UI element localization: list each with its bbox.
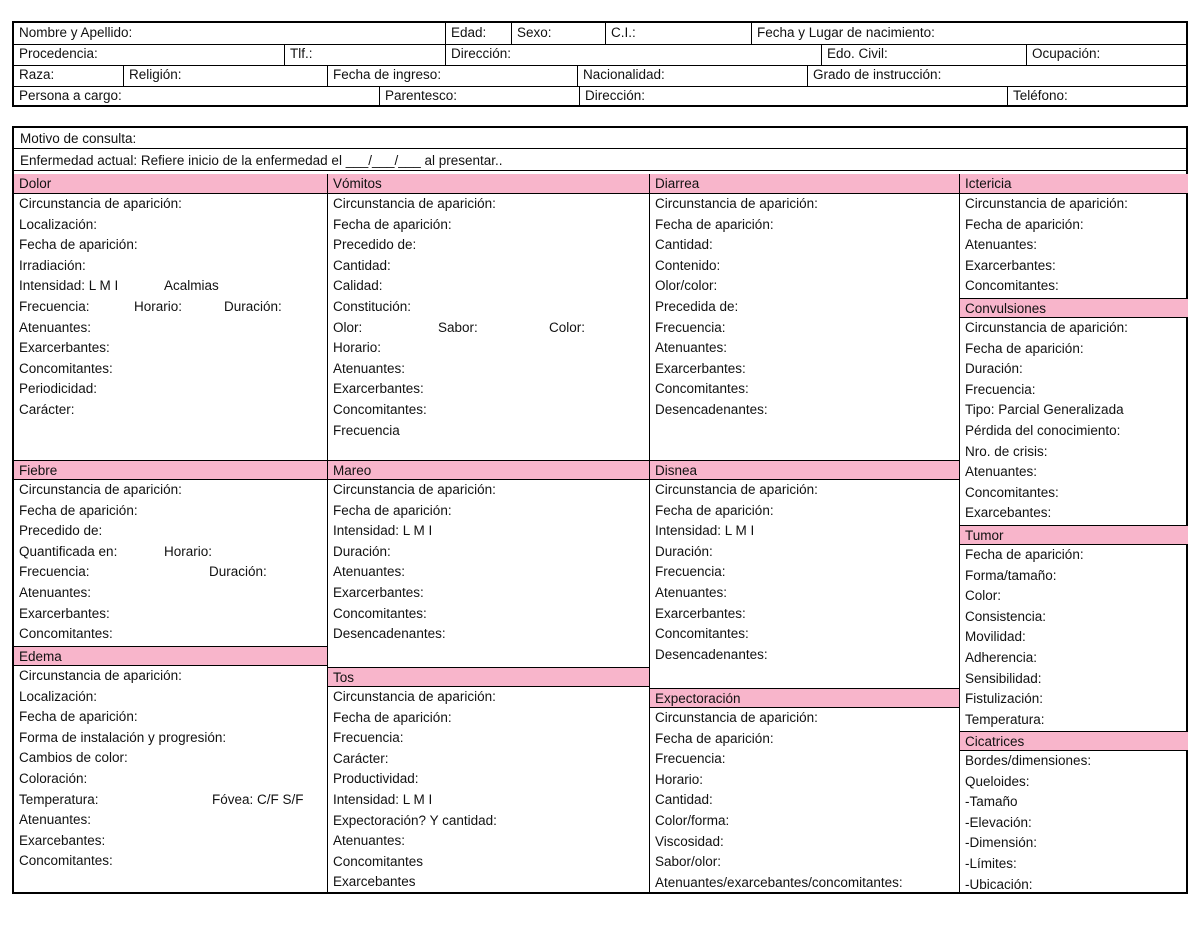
tumor-item[interactable]: Consistencia: — [965, 608, 1047, 624]
edema-item[interactable]: Localización: — [19, 688, 98, 704]
tos-item[interactable]: Circunstancia de aparición: — [333, 689, 496, 704]
cicatrices-item[interactable]: Bordes/dimensiones: — [965, 753, 1092, 768]
diarrea-item[interactable]: Contenido: — [655, 257, 721, 273]
tos-item[interactable]: Fecha de aparición: — [333, 709, 452, 725]
field-fecha-ingreso[interactable]: Fecha de ingreso: — [327, 65, 583, 86]
convulsiones-item[interactable]: Concomitantes: — [965, 484, 1059, 500]
dolor-duracion-label: Duración: — [224, 298, 282, 314]
mareo-item[interactable]: Concomitantes: — [333, 605, 427, 621]
tumor-item[interactable]: Forma/tamaño: — [965, 567, 1057, 583]
expectoracion-item[interactable]: Color/forma: — [655, 812, 730, 828]
tos-item[interactable]: Exarcebantes — [333, 874, 416, 890]
ictericia-item[interactable]: Concomitantes: — [965, 278, 1059, 294]
tos-item[interactable]: Expectoración? Y cantidad: — [333, 812, 497, 828]
section-diarrea — [650, 174, 959, 421]
mareo-item[interactable]: Exarcerbantes: — [333, 584, 424, 600]
edema-item[interactable]: Fecha de aparición: — [19, 709, 138, 725]
vomitos-item[interactable]: Constitución: — [333, 298, 412, 314]
tos-item[interactable]: Concomitantes — [333, 853, 424, 869]
edema-item[interactable]: Circunstancia de aparición: — [19, 668, 182, 683]
field-ocupacion[interactable]: Ocupación: — [1026, 44, 1192, 65]
expectoracion-item[interactable]: Fecha de aparición: — [655, 730, 774, 746]
header-row-2 — [14, 44, 1186, 66]
expectoracion-item[interactable]: Cantidad: — [655, 792, 713, 808]
section-convulsiones — [960, 298, 1188, 524]
edema-item[interactable]: Forma de instalación y progresión: — [19, 729, 227, 745]
mareo-item[interactable]: Desencadenantes: — [333, 626, 446, 642]
tumor-item[interactable]: Sensibilidad: — [965, 670, 1042, 686]
dolor-item-frecuencia[interactable] — [19, 297, 327, 318]
convulsiones-item[interactable]: Frecuencia: — [965, 381, 1036, 397]
cicatrices-item[interactable]: Queloides: — [965, 773, 1030, 789]
header-row-1 — [14, 23, 1186, 45]
convulsiones-item[interactable]: Circunstancia de aparición: — [965, 320, 1128, 335]
edema-item[interactable]: Atenuantes: — [19, 812, 92, 828]
diarrea-item[interactable]: Concomitantes: — [655, 381, 749, 397]
fiebre-item[interactable]: Exarcerbantes: — [19, 605, 110, 621]
dolor-frecuencia-label: Frecuencia: — [19, 298, 90, 314]
convulsiones-item[interactable]: Duración: — [965, 361, 1023, 377]
motivo-de-consulta[interactable]: Motivo de consulta: — [14, 128, 1186, 149]
fiebre-cuantificada-label: Quantificada en: — [19, 543, 118, 559]
tos-item[interactable]: Frecuencia: — [333, 730, 404, 746]
vomitos-item[interactable]: Concomitantes: — [333, 401, 427, 417]
dolor-item[interactable]: Circunstancia de aparición: — [19, 196, 182, 211]
tumor-item[interactable]: Fistulización: — [965, 691, 1044, 707]
disnea-item[interactable]: Circunstancia de aparición: — [655, 482, 818, 497]
field-direccion-2[interactable]: Dirección: — [579, 86, 1015, 107]
dolor-item[interactable]: Concomitantes: — [19, 360, 113, 376]
vomitos-item[interactable]: Cantidad: — [333, 257, 391, 273]
section-title-diarrea: Diarrea — [650, 174, 959, 194]
ictericia-item[interactable]: Exarcerbantes: — [965, 257, 1056, 273]
convulsiones-item[interactable]: Tipo: Parcial Generalizada — [965, 402, 1124, 418]
cicatrices-item[interactable]: -Dimensión: — [965, 835, 1038, 851]
edema-item[interactable]: Concomitantes: — [19, 853, 113, 869]
section-title-cicatrices: Cicatrices — [960, 731, 1188, 751]
field-grado-instruccion[interactable]: Grado de instrucción: — [807, 65, 1193, 86]
fiebre-item[interactable]: Fecha de aparición: — [19, 502, 138, 518]
disnea-item[interactable]: Atenuantes: — [655, 584, 728, 600]
section-title-tumor: Tumor — [960, 525, 1188, 545]
section-cicatrices — [960, 731, 1188, 895]
tos-item[interactable]: Productividad: — [333, 771, 419, 787]
section-title-tos: Tos — [328, 667, 649, 687]
section-tos — [328, 667, 649, 893]
field-raza[interactable]: Raza: — [19, 67, 55, 82]
dolor-acalmias-label: Acalmias — [164, 278, 219, 294]
disnea-item[interactable]: Duración: — [655, 543, 713, 559]
field-fecha-lugar-nacimiento[interactable]: Fecha y Lugar de nacimiento: — [751, 23, 1187, 44]
section-title-mareo: Mareo — [328, 460, 649, 480]
clinical-history-table — [12, 126, 1188, 894]
mareo-item[interactable]: Atenuantes: — [333, 564, 406, 580]
tumor-item[interactable]: Temperatura: — [965, 711, 1045, 727]
field-edad[interactable]: Edad: — [445, 23, 516, 44]
field-tlf[interactable]: Tlf.: — [284, 44, 446, 65]
vomitos-item[interactable]: Horario: — [333, 340, 382, 356]
ictericia-item[interactable]: Circunstancia de aparición: — [965, 196, 1128, 211]
section-tumor — [960, 525, 1188, 730]
section-title-vomitos: Vómitos — [328, 174, 649, 194]
fiebre-horario-label: Horario: — [164, 543, 213, 559]
fiebre-duracion-label: Duración: — [209, 564, 267, 580]
dolor-item[interactable]: Exarcerbantes: — [19, 340, 110, 356]
disnea-item[interactable]: Exarcerbantes: — [655, 605, 746, 621]
section-disnea — [650, 460, 959, 665]
expectoracion-item[interactable]: Horario: — [655, 771, 704, 787]
tumor-item[interactable]: Movilidad: — [965, 629, 1026, 645]
vomitos-olor-label: Olor: — [333, 319, 363, 335]
convulsiones-item[interactable]: Nro. de crisis: — [965, 443, 1048, 459]
dolor-item[interactable]: Localización: — [19, 216, 98, 232]
section-title-expectoracion: Expectoración — [650, 688, 959, 708]
edema-item[interactable]: Cambios de color: — [19, 750, 128, 766]
expectoracion-item[interactable]: Viscosidad: — [655, 833, 724, 849]
fiebre-item[interactable]: Circunstancia de aparición: — [19, 482, 182, 497]
tumor-item[interactable]: Adherencia: — [965, 649, 1038, 665]
tos-item[interactable]: Intensidad: L M I — [333, 791, 433, 807]
fiebre-frecuencia-label: Frecuencia: — [19, 564, 90, 580]
section-title-convulsiones: Convulsiones — [960, 298, 1188, 318]
vomitos-sabor-label: Sabor: — [438, 319, 478, 335]
disnea-item[interactable]: Concomitantes: — [655, 626, 749, 642]
diarrea-item[interactable]: Olor/color: — [655, 278, 718, 294]
tos-item[interactable]: Carácter: — [333, 750, 389, 766]
field-sexo[interactable]: Sexo: — [511, 23, 605, 44]
section-vomitos — [328, 174, 649, 441]
column-3 — [649, 174, 959, 892]
section-edema — [14, 646, 327, 872]
diarrea-item[interactable]: Cantidad: — [655, 237, 713, 253]
field-ci[interactable]: C.I.: — [605, 23, 751, 44]
dolor-item[interactable]: Periodicidad: — [19, 381, 98, 397]
vomitos-item[interactable]: Exarcerbantes: — [333, 381, 424, 397]
disnea-item[interactable]: Frecuencia: — [655, 564, 726, 580]
ictericia-item[interactable]: Fecha de aparición: — [965, 216, 1084, 232]
section-title-edema: Edema — [14, 646, 327, 666]
patient-info-header — [12, 21, 1188, 107]
convulsiones-item[interactable]: Fecha de aparición: — [965, 340, 1084, 356]
edema-item[interactable]: Coloración: — [19, 770, 88, 786]
vomitos-item-olor[interactable] — [333, 318, 649, 339]
column-4 — [959, 174, 1188, 892]
section-dolor — [14, 174, 327, 421]
cicatrices-item[interactable]: -Ubicación: — [965, 876, 1033, 892]
fiebre-item-frecuencia[interactable] — [19, 562, 327, 583]
expectoracion-item[interactable]: Sabor/olor: — [655, 854, 722, 870]
field-parentesco[interactable]: Parentesco: — [379, 86, 585, 107]
section-title-ictericia: Ictericia — [960, 174, 1188, 194]
dolor-item[interactable]: Carácter: — [19, 401, 75, 417]
field-nacionalidad[interactable]: Nacionalidad: — [577, 65, 813, 86]
section-ictericia — [960, 174, 1188, 297]
diarrea-item[interactable]: Desencadenantes: — [655, 401, 768, 417]
expectoracion-item[interactable]: Circunstancia de aparición: — [655, 710, 818, 725]
dolor-item-intensidad[interactable] — [19, 276, 327, 297]
section-fiebre — [14, 460, 327, 645]
fiebre-item[interactable]: Atenuantes: — [19, 584, 92, 600]
fiebre-item[interactable]: Concomitantes: — [19, 626, 113, 642]
diarrea-item[interactable]: Atenuantes: — [655, 340, 728, 356]
mareo-item[interactable]: Intensidad: L M I — [333, 523, 433, 539]
cicatrices-item[interactable]: -Límites: — [965, 855, 1017, 871]
tumor-item[interactable]: Color: — [965, 588, 1002, 604]
section-mareo — [328, 460, 649, 645]
field-nombre[interactable]: Nombre y Apellido: — [19, 25, 133, 40]
fiebre-item-cuantificada[interactable] — [19, 542, 327, 563]
vomitos-item[interactable]: Fecha de aparición: — [333, 216, 452, 232]
header-row-3 — [14, 65, 1186, 87]
field-religion[interactable]: Religión: — [123, 65, 331, 86]
disnea-item[interactable]: Fecha de aparición: — [655, 502, 774, 518]
edema-item-temperatura[interactable] — [19, 790, 327, 811]
mareo-item[interactable]: Duración: — [333, 543, 391, 559]
ictericia-item[interactable]: Atenuantes: — [965, 237, 1038, 253]
vomitos-item[interactable]: Circunstancia de aparición: — [333, 196, 496, 211]
convulsiones-item[interactable]: Pérdida del conocimiento: — [965, 422, 1121, 438]
section-title-fiebre: Fiebre — [14, 460, 327, 480]
edema-item[interactable]: Exarcebantes: — [19, 832, 106, 848]
column-2 — [327, 174, 649, 892]
tos-item[interactable]: Atenuantes: — [333, 833, 406, 849]
dolor-horario-label: Horario: — [134, 298, 183, 314]
field-edo-civil[interactable]: Edo. Civil: — [821, 44, 1032, 65]
convulsiones-item[interactable]: Exarcebantes: — [965, 505, 1052, 521]
diarrea-item[interactable]: Circunstancia de aparición: — [655, 196, 818, 211]
convulsiones-item[interactable]: Atenuantes: — [965, 464, 1038, 480]
edema-fovea-label: Fóvea: C/F S/F — [212, 791, 304, 807]
dolor-item[interactable]: Irradiación: — [19, 257, 86, 273]
vomitos-item[interactable]: Calidad: — [333, 278, 383, 294]
fiebre-item[interactable]: Precedido de: — [19, 523, 103, 539]
field-persona-a-cargo[interactable]: Persona a cargo: — [19, 88, 122, 103]
vomitos-item[interactable]: Frecuencia — [333, 422, 400, 438]
section-title-disnea: Disnea — [650, 460, 959, 480]
vomitos-item[interactable]: Precedido de: — [333, 237, 417, 253]
dolor-intensidad-label: Intensidad: L M I — [19, 278, 119, 294]
disnea-item[interactable]: Intensidad: L M I — [655, 523, 755, 539]
enfermedad-actual[interactable]: Enfermedad actual: Refiere inicio de la enfermedad el ___/___/___ al presentar.. — [14, 150, 1186, 171]
mareo-item[interactable]: Fecha de aparición: — [333, 502, 452, 518]
dolor-item[interactable]: Atenuantes: — [19, 319, 92, 335]
field-direccion[interactable]: Dirección: — [445, 44, 821, 65]
section-title-dolor: Dolor — [14, 174, 327, 194]
diarrea-item[interactable]: Frecuencia: — [655, 319, 726, 335]
field-telefono[interactable]: Teléfono: — [1007, 86, 1193, 107]
disnea-item[interactable]: Desencadenantes: — [655, 646, 768, 662]
expectoracion-item[interactable]: Atenuantes/exarcebantes/concomitantes: — [655, 874, 903, 890]
section-expectoracion — [650, 688, 959, 893]
edema-temperatura-label: Temperatura: — [19, 791, 99, 807]
diarrea-item[interactable]: Fecha de aparición: — [655, 216, 774, 232]
cicatrices-item[interactable]: -Elevación: — [965, 814, 1032, 830]
column-1 — [14, 174, 327, 892]
expectoracion-item[interactable]: Frecuencia: — [655, 751, 726, 767]
vomitos-color-label: Color: — [549, 319, 586, 335]
diarrea-item[interactable]: Exarcerbantes: — [655, 360, 746, 376]
dolor-item[interactable]: Fecha de aparición: — [19, 237, 138, 253]
diarrea-item[interactable]: Precedida de: — [655, 298, 739, 314]
mareo-item[interactable]: Circunstancia de aparición: — [333, 482, 496, 497]
field-procedencia[interactable]: Procedencia: — [19, 46, 98, 61]
tumor-item[interactable]: Fecha de aparición: — [965, 547, 1084, 562]
vomitos-item[interactable]: Atenuantes: — [333, 360, 406, 376]
cicatrices-item[interactable]: -Tamaño — [965, 794, 1018, 810]
header-row-4 — [14, 86, 1186, 107]
